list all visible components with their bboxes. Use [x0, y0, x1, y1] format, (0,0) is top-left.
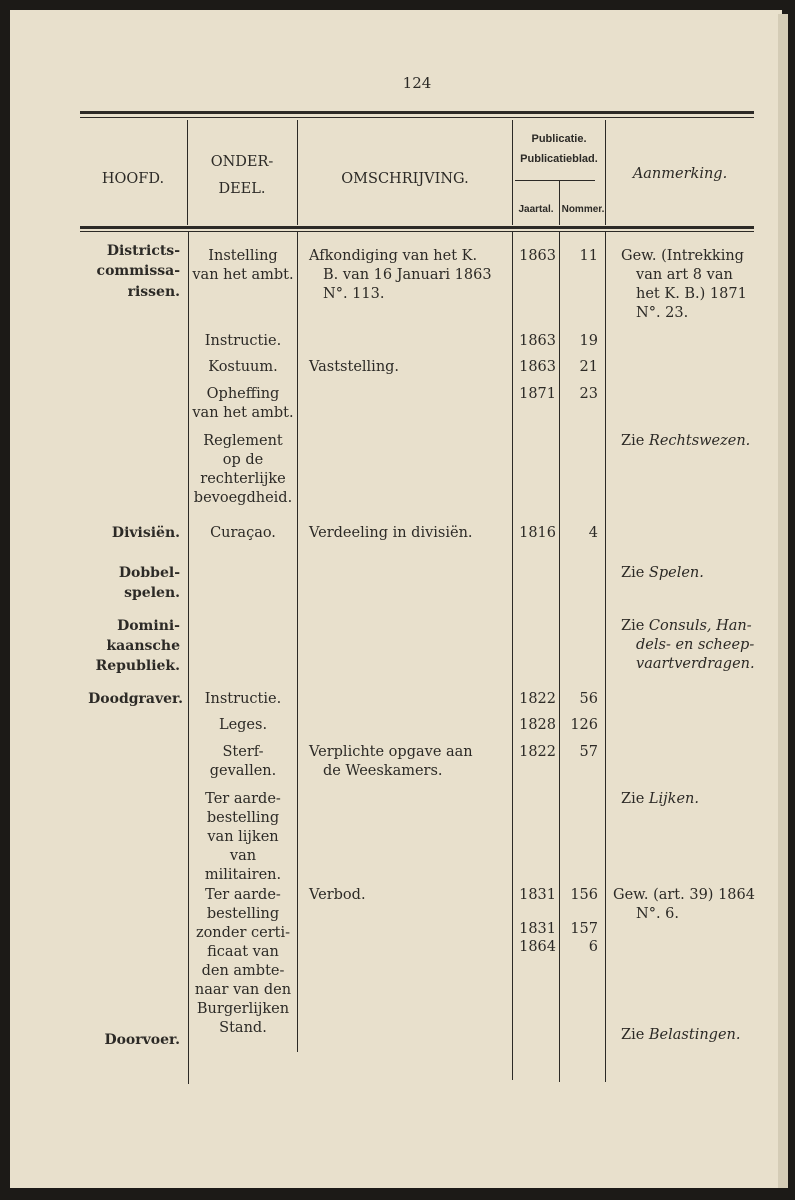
onderdeel-opheffing-line2: van het ambt. — [192, 405, 294, 421]
nommer-157: 157 — [570, 921, 598, 937]
hoofd-districts-line1: Districts- — [106, 243, 180, 259]
col-line-4 — [559, 180, 560, 225]
onderdeel-instructie-b: Instructie. — [204, 691, 282, 707]
hoofd-dobbelspelen-line1: Dobbel- — [118, 565, 180, 581]
ref-rechtswezen: Rechtswezen. — [648, 433, 751, 449]
header-hoofd: HOOFD. — [101, 171, 165, 187]
onderdeel-militairen-line2: bestelling — [206, 810, 280, 826]
onderdeel-reglement-line1: Reglement — [203, 433, 283, 449]
onderdeel-zonder-line4: ficaat van — [207, 944, 279, 960]
zie-label: Zie — [621, 1027, 649, 1043]
aanmerking-gew-art39-line1: Gew. (art. 39) 1864 — [613, 887, 755, 903]
onderdeel-opheffing-line1: Opheffing — [206, 386, 280, 402]
omschrijving-verplichte-line2: de Weeskamers. — [323, 763, 443, 779]
jaartal-1822-a: 1822 — [519, 691, 556, 707]
aanmerking-gew-art39-line2: N°. 6. — [636, 906, 679, 922]
nommer-6: 6 — [588, 939, 598, 955]
zie-label: Zie — [621, 618, 649, 634]
hoofd-divisien: Divisiën. — [111, 525, 180, 541]
header-nommer: Nommer. — [561, 204, 605, 215]
jaartal-1831-b: 1831 — [519, 921, 556, 937]
aanmerking-gew-line3: het K. B.) 1871 — [636, 286, 747, 302]
onderdeel-instelling-line2: van het ambt. — [192, 267, 294, 283]
omschrijving-afkondiging-line1: Afkondiging van het K. — [309, 248, 478, 264]
onderdeel-zonder-line7: Burgerlijken — [196, 1001, 290, 1017]
nommer-21: 21 — [579, 359, 598, 375]
ref-belastingen: Belastingen. — [648, 1027, 741, 1043]
onderdeel-zonder-line1: Ter aarde- — [205, 887, 281, 903]
header-publicatie: Publicatie. — [531, 133, 587, 145]
jaartal-1863-a: 1863 — [519, 248, 556, 264]
aanmerking-gew-line2: van art 8 van — [636, 267, 733, 283]
ref-spelen: Spelen. — [648, 565, 704, 581]
nommer-11: 11 — [579, 248, 598, 264]
header-rule-thick — [80, 226, 754, 229]
aanmerking-rechtswezen — [621, 432, 750, 451]
aanmerking-gew-line1: Gew. (Intrekking — [621, 248, 744, 264]
hoofd-doodgraver: Doodgraver. — [88, 691, 183, 707]
aanmerking-spelen — [621, 564, 704, 583]
onderdeel-curacao: Curaçao. — [210, 525, 276, 541]
header-onderdeel-line2: DEEL. — [218, 181, 266, 197]
page-edge — [778, 14, 788, 1188]
onderdeel-militairen-line5: militairen. — [204, 867, 282, 883]
onderdeel-zonder-line5: den ambte- — [201, 963, 285, 979]
nommer-4: 4 — [588, 525, 598, 541]
publicatie-divider — [515, 180, 595, 181]
jaartal-1828: 1828 — [519, 717, 556, 733]
onderdeel-instelling-line1: Instelling — [208, 248, 278, 264]
onderdeel-leges: Leges. — [218, 717, 268, 733]
onderdeel-sterfgevallen-line1: Sterf- — [222, 744, 264, 760]
col-line-2 — [297, 120, 298, 225]
col-line-3 — [512, 120, 513, 225]
aanmerking-consuls-line2: dels- en scheep- — [636, 637, 755, 653]
nommer-57: 57 — [579, 744, 598, 760]
top-rule-thick — [80, 111, 754, 114]
header-rule-thin — [80, 231, 754, 232]
jaartal-1831-a: 1831 — [519, 887, 556, 903]
col-line-1 — [187, 120, 188, 225]
onderdeel-militairen-line1: Ter aarde- — [205, 791, 281, 807]
jaartal-1864: 1864 — [519, 939, 556, 955]
ref-consuls: Consuls, Han- — [648, 618, 752, 634]
jaartal-1822-b: 1822 — [519, 744, 556, 760]
omschrijving-afkondiging-line3: N°. 113. — [323, 286, 385, 302]
nommer-126: 126 — [570, 717, 598, 733]
omschrijving-verplichte-line1: Verplichte opgave aan — [309, 744, 473, 760]
onderdeel-sterfgevallen-line2: gevallen. — [209, 763, 277, 779]
omschrijving-verdeeling: Verdeeling in divisiën. — [309, 525, 473, 541]
aanmerking-lijken — [621, 790, 699, 809]
nommer-19: 19 — [579, 333, 598, 349]
onderdeel-zonder-line2: bestelling — [206, 906, 280, 922]
body-line-5 — [605, 232, 606, 1082]
top-rule-thin — [80, 117, 754, 118]
onderdeel-reglement-line4: bevoegdheid. — [193, 490, 293, 506]
header-jaartal: Jaartal. — [518, 204, 554, 215]
header-aanmerking: Aanmerking. — [632, 166, 728, 182]
hoofd-doorvoer: Doorvoer. — [104, 1032, 180, 1048]
onderdeel-militairen-line4: van — [229, 848, 257, 864]
col-line-5 — [605, 120, 606, 225]
onderdeel-kostuum: Kostuum. — [208, 359, 278, 375]
onderdeel-zonder-line8: Stand. — [219, 1020, 267, 1036]
onderdeel-instructie-a: Instructie. — [204, 333, 282, 349]
jaartal-1863-b: 1863 — [519, 333, 556, 349]
aanmerking-consuls-line1 — [621, 617, 752, 636]
aanmerking-gew-line4: N°. 23. — [636, 305, 689, 321]
onderdeel-zonder-line3: zonder certi- — [195, 925, 291, 941]
ref-lijken: Lijken. — [648, 791, 699, 807]
zie-label: Zie — [621, 791, 649, 807]
nommer-56: 56 — [579, 691, 598, 707]
zie-label: Zie — [621, 565, 649, 581]
hoofd-dominikaansche-line2: kaansche — [106, 638, 180, 654]
jaartal-1871: 1871 — [519, 386, 556, 402]
onderdeel-zonder-line6: naar van den — [194, 982, 292, 998]
aanmerking-consuls-line3: vaartverdragen. — [636, 656, 755, 672]
hoofd-districts-line3: rissen. — [127, 284, 180, 300]
header-omschrijving: OMSCHRIJVING. — [341, 171, 469, 187]
nommer-156: 156 — [570, 887, 598, 903]
header-publicatieblad: Publicatieblad. — [520, 153, 598, 165]
omschrijving-vaststelling: Vaststelling. — [309, 359, 400, 375]
hoofd-districts-line2: commissa- — [96, 263, 180, 279]
hoofd-dominikaansche-line1: Domini- — [117, 618, 180, 634]
onderdeel-militairen-line3: van lijken — [207, 829, 279, 845]
nommer-23: 23 — [579, 386, 598, 402]
omschrijving-afkondiging-line2: B. van 16 Januari 1863 — [323, 267, 492, 283]
header-onderdeel-line1: ONDER- — [210, 154, 274, 170]
page-number: 124 — [402, 74, 432, 92]
zie-label: Zie — [621, 433, 649, 449]
jaartal-1863-c: 1863 — [519, 359, 556, 375]
hoofd-dobbelspelen-line2: spelen. — [124, 585, 180, 601]
aanmerking-belastingen — [621, 1026, 740, 1045]
onderdeel-reglement-line3: rechterlijke — [200, 471, 286, 487]
hoofd-dominikaansche-line3: Republiek. — [95, 658, 180, 674]
jaartal-1816: 1816 — [519, 525, 556, 541]
omschrijving-verbod: Verbod. — [309, 887, 366, 903]
onderdeel-reglement-line2: op de — [222, 452, 264, 468]
